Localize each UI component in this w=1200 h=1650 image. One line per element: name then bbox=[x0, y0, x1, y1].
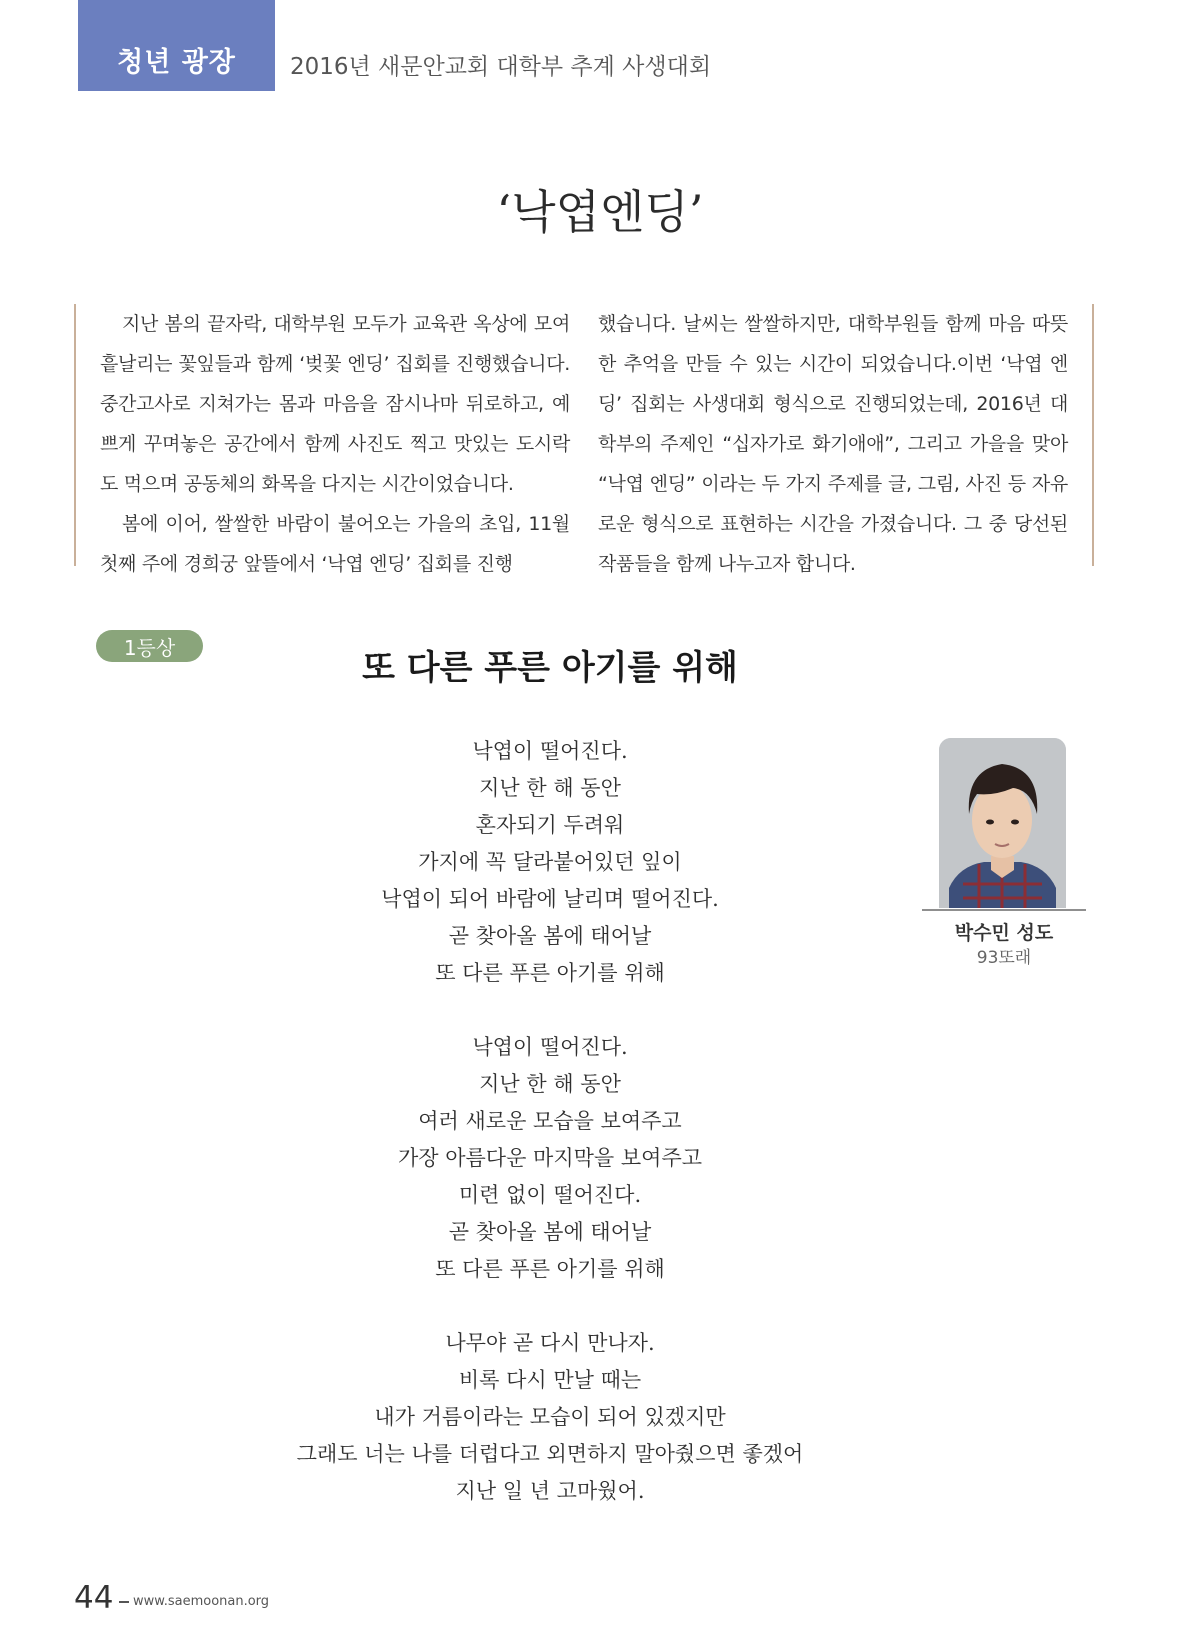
intro-column-right bbox=[598, 304, 1068, 575]
site-url: www.saemoonan.org bbox=[133, 1594, 270, 1609]
poem-title: 또 다른 푸른 아기를 위해 bbox=[362, 648, 738, 688]
poem-line: 그래도 너는 나를 더럽다고 외면하지 말아줬으면 좋겠어 bbox=[296, 1442, 804, 1466]
author-name: 박수민 성도 bbox=[954, 922, 1054, 944]
poem-line: 혼자되기 두려워 bbox=[475, 813, 625, 837]
poem-line: 지난 한 해 동안 bbox=[479, 776, 621, 800]
poem-line: 곧 찾아올 봄에 태어날 bbox=[448, 924, 652, 948]
intro-paragraph: 지난 봄의 끝자락, 대학부원 모두가 교육관 옥상에 모여 흩날리는 꽃잎들과 함께 ‘벚꽃 엔딩’ 집회를 진행했습니다. 중간고사로 지쳐가는 몸과 마음을 잠시나마 뒤로하고, 예쁘게 꾸며놓은 공간에서 함께 사진도 찍고 맛있는 도시락도 먹으며 공동체의 화목을 다지는 시간이었습니다. bbox=[100, 313, 570, 495]
poem-line: 또 다른 푸른 아기를 위해 bbox=[435, 1257, 665, 1281]
intro-paragraph: 봄에 이어, 쌀쌀한 바람이 불어오는 가을의 초입, 11월 첫째 주에 경희궁 앞뜰에서 ‘낙엽 엔딩’ 집회를 진행 bbox=[100, 513, 570, 575]
intro-column-left bbox=[100, 304, 570, 575]
poem-line: 가지에 꼭 달라붙어있던 잎이 bbox=[418, 850, 682, 874]
poem-line: 낙엽이 떨어진다. bbox=[472, 1035, 628, 1059]
poem-stanza bbox=[240, 1029, 860, 1288]
author-photo bbox=[939, 738, 1066, 908]
poem-line: 지난 일 년 고마웠어. bbox=[455, 1479, 645, 1503]
poem bbox=[240, 733, 860, 1547]
poem-line: 낙엽이 떨어진다. bbox=[472, 739, 628, 763]
poem-stanza bbox=[240, 1325, 860, 1510]
page-number: 44 bbox=[74, 1580, 114, 1616]
intro-paragraph: 했습니다. 날씨는 쌀쌀하지만, 대학부원들 함께 마음 따뜻한 추억을 만들 수 있는 시간이 되었습니다.이번 ‘낙엽 엔딩’ 집회는 사생대회 형식으로 진행되었는데, 2016년 대학부의 주제인 “십자가로 화기애애”, 그리고 가을을 맞아 “낙엽 엔딩” 이라는 두 가지 주제를 글, 그림, 사진 등 자유로운 형식으로 표현하는 시간을 가졌습니다. 그 중 당선된 작품들을 함께 나누고자 합니다. bbox=[598, 313, 1068, 575]
poem-stanza bbox=[240, 733, 860, 992]
poem-line: 미련 없이 떨어진다. bbox=[458, 1183, 642, 1207]
poem-line: 지난 한 해 동안 bbox=[479, 1072, 621, 1096]
poem-line: 비록 다시 만날 때는 bbox=[458, 1368, 642, 1392]
poem-line: 곧 찾아올 봄에 태어날 bbox=[448, 1220, 652, 1244]
poem-line: 낙엽이 되어 바람에 날리며 떨어진다. bbox=[381, 887, 719, 911]
article-title: ‘낙엽엔딩’ bbox=[496, 185, 704, 239]
poem-line: 내가 거름이라는 모습이 되어 있겠지만 bbox=[374, 1405, 726, 1429]
intro-box bbox=[74, 304, 1094, 575]
section-tab: 청년 광장 bbox=[78, 0, 275, 91]
poem-line: 나무야 곧 다시 만나자. bbox=[445, 1331, 655, 1355]
photo-divider bbox=[922, 909, 1086, 911]
section-subtitle: 2016년 새문안교회 대학부 추계 사생대회 bbox=[290, 54, 712, 80]
poem-line: 가장 아름다운 마지막을 보여주고 bbox=[397, 1146, 703, 1170]
award-badge: 1등상 bbox=[96, 630, 203, 662]
footer-separator bbox=[119, 1601, 129, 1603]
poem-line: 여러 새로운 모습을 보여주고 bbox=[418, 1109, 682, 1133]
person-portrait-icon bbox=[939, 738, 1066, 908]
poem-line: 또 다른 푸른 아기를 위해 bbox=[435, 961, 665, 985]
author-group: 93또래 bbox=[976, 948, 1032, 968]
